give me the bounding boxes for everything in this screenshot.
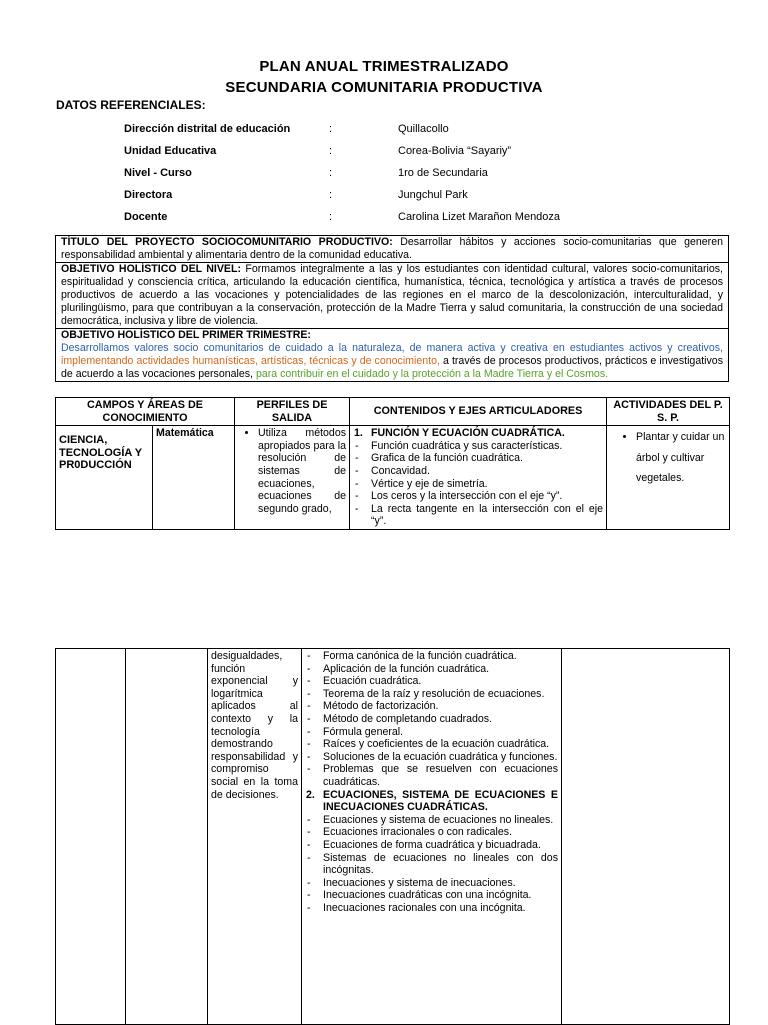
heading-number: 2. (306, 788, 315, 801)
contenido-item: - Aplicación de la función cuadrática. (307, 662, 490, 675)
contenido-heading-2 (305, 789, 558, 814)
titulo-proyecto-label: TÍTULO DEL PROYECTO SOCIOCOMUNITARIO PRODUCTIVO: (61, 236, 393, 248)
ref-colon: : (329, 167, 333, 179)
campo-cell-empty (56, 649, 126, 1025)
ref-label: Unidad Educativa (124, 145, 217, 157)
perfil-cell-continued: desigualdades, función exponencial y logarítmica aplicados al contexto y la tecnología demostrando responsabilidad y compromiso social en la toma de decisiones. (208, 649, 302, 1025)
header-perfiles: PERFILES DE SALIDA (235, 398, 350, 426)
header-actividades: ACTIVIDADES DEL P. S. P. (607, 398, 730, 426)
contenidos-cell-continued (302, 649, 562, 1025)
perfil-cell (235, 426, 350, 530)
heading-number: 1. (354, 427, 363, 440)
contenido-item: - Los ceros y la intersección con el eje “y”. (355, 490, 563, 503)
objetivo-trimestre-green: para contribuir en el cuidado y la protección a la Madre Tierra y el Cosmos. (253, 368, 609, 380)
actividad-item: • Plantar y cuidar un árbol y cultivar vegetales. (636, 427, 726, 489)
ref-value: Corea-Bolivia “Sayariy” (398, 145, 512, 157)
titulo-proyecto-section (56, 236, 728, 263)
ref-colon: : (329, 123, 333, 135)
plan-table-top (55, 397, 730, 530)
contenido-item: - Teorema de la raíz y resolución de ecuaciones. (307, 687, 545, 700)
contenido-item: - Ecuaciones de forma cuadrática y bicuadrada. (307, 838, 541, 851)
header-contenidos: CONTENIDOS Y EJES ARTICULADORES (350, 398, 607, 426)
objetivo-trimestre-label: OBJETIVO HOLÍSTICO DEL PRIMER TRIMESTRE: (61, 329, 311, 341)
objetivo-nivel-label: OBJETIVO HOLÍSTICO DEL NIVEL: (61, 263, 241, 275)
datos-referenciales-heading: DATOS REFERENCIALES: (56, 98, 206, 112)
contenido-item: - Fórmula general. (307, 725, 404, 738)
contenido-item: - La recta tangente en la intersección con el eje “y”. (355, 502, 604, 528)
objetivo-nivel-text: Formamos integralmente a las y los estudiantes con identidad cultural, valores socio-comunitarios, espiritualidad y consciencia crítica, articulando la educación científica, humanística, técnica, tecnológica y artística a través de procesos productivos de acuerdo a las vocaciones y potencialidades de las regiones en el marco de la descolonización, interculturalidad, y plurilingüismo, para que contribuyan a la conservación, protección de la Madre Tierra y salud comunitaria, la construcción de una sociedad democrática, inclusiva y libre de violencia. (61, 263, 723, 327)
plan-table-continued (55, 648, 730, 1025)
objetivo-trimestre-section (56, 329, 728, 381)
contenido-item: - Sistemas de ecuaciones no lineales con dos incógnitas. (307, 851, 558, 877)
heading-text: FUNCIÓN Y ECUACIÓN CUADRÁTICA. (371, 427, 565, 440)
contenido-item: - Vértice y eje de simetría. (355, 477, 488, 490)
ref-row-nivel (124, 167, 724, 185)
contenido-item: - Inecuaciones cuadráticas con una incógnita. (307, 889, 532, 902)
area-cell-empty (126, 649, 208, 1025)
contenido-item: - Concavidad. (355, 464, 430, 477)
titulo-proyecto-text: Desarrollar hábitos y acciones socio-comunitarias que generen responsabilidad ambiental y alimentaria dentro de la comunidad educativa. (61, 236, 723, 261)
contenido-item: - Soluciones de la ecuación cuadrática y funciones. (307, 750, 558, 763)
ref-label: Directora (124, 189, 173, 201)
title-line-2: SECUNDARIA COMUNITARIA PRODUCTIVA (225, 79, 543, 96)
ref-value: Carolina Lizet Marañon Mendoza (398, 211, 561, 223)
contenido-item: - Problemas que se resuelven con ecuaciones cuadráticas. (307, 763, 558, 788)
ref-label: Nivel - Curso (124, 167, 192, 179)
contenido-item: - Ecuación cuadrática. (307, 675, 422, 688)
objetivo-trimestre-orange: implementando actividades humanísticas, artísticas, técnicas y de conocimiento, (61, 355, 440, 367)
actividades-cell (607, 426, 730, 530)
contenido-heading-1 (353, 427, 603, 440)
objetivo-nivel-section (56, 263, 728, 329)
ref-row-direccion (124, 123, 724, 141)
document-title (0, 56, 768, 98)
contenido-item: - Grafica de la función cuadrática. (355, 452, 523, 465)
ref-label: Dirección distrital de educación (124, 123, 291, 135)
contenido-item: - Función cuadrática y sus características. (355, 439, 563, 452)
ref-colon: : (329, 145, 333, 157)
ref-colon: : (329, 189, 333, 201)
ref-row-unidad (124, 145, 724, 163)
ref-colon: : (329, 211, 333, 223)
actividades-cell-empty (562, 649, 730, 1025)
header-campos: CAMPOS Y ÁREAS DE CONOCIMIENTO (56, 398, 235, 426)
perfil-item: • Utiliza métodos apropiados para la resolución de sistemas de ecuaciones, ecuaciones de segundo grado, (258, 427, 346, 515)
ref-value: Jungchul Park (398, 189, 468, 201)
ref-label: Docente (124, 211, 168, 223)
contenido-item: - Inecuaciones racionales con una incógnita. (307, 901, 526, 914)
ref-value: Quillacollo (398, 123, 449, 135)
contenido-item: - Ecuaciones irracionales o con radicales. (307, 826, 513, 839)
campo-cell: CIENCIA, TECNOLOGÍA Y PR0DUCCIÓN (56, 426, 153, 530)
contenidos-cell (350, 426, 607, 530)
objectives-box (55, 235, 729, 382)
contenido-item: - Forma canónica de la función cuadrática. (307, 650, 517, 662)
objetivo-trimestre-black: a través de procesos productivos, prácticos e investigativos de acuerdo a las vocaciones personales, (61, 355, 723, 380)
ref-row-docente (124, 211, 724, 229)
objetivo-trimestre-blue: Desarrollamos valores socio comunitarios de cuidado a la naturaleza, de manera activa y creativa en estudiantes activos y creativos, (61, 342, 723, 354)
contenido-item: - Método de factorización. (307, 700, 439, 713)
contenido-item: - Raíces y coeficientes de la ecuación cuadrática. (307, 738, 550, 751)
heading-text: ECUACIONES, SISTEMA DE ECUACIONES E INECUACIONES CUADRÁTICAS. (323, 788, 558, 814)
area-cell: Matemática (153, 426, 235, 530)
contenido-item: - Inecuaciones y sistema de inecuaciones. (307, 876, 516, 889)
contenido-item: - Método de completando cuadrados. (307, 712, 493, 725)
ref-row-directora (124, 189, 724, 207)
ref-value: 1ro de Secundaria (398, 167, 488, 179)
title-line-1: PLAN ANUAL TRIMESTRALIZADO (259, 58, 509, 75)
contenido-item: - Ecuaciones y sistema de ecuaciones no lineales. (307, 813, 554, 826)
